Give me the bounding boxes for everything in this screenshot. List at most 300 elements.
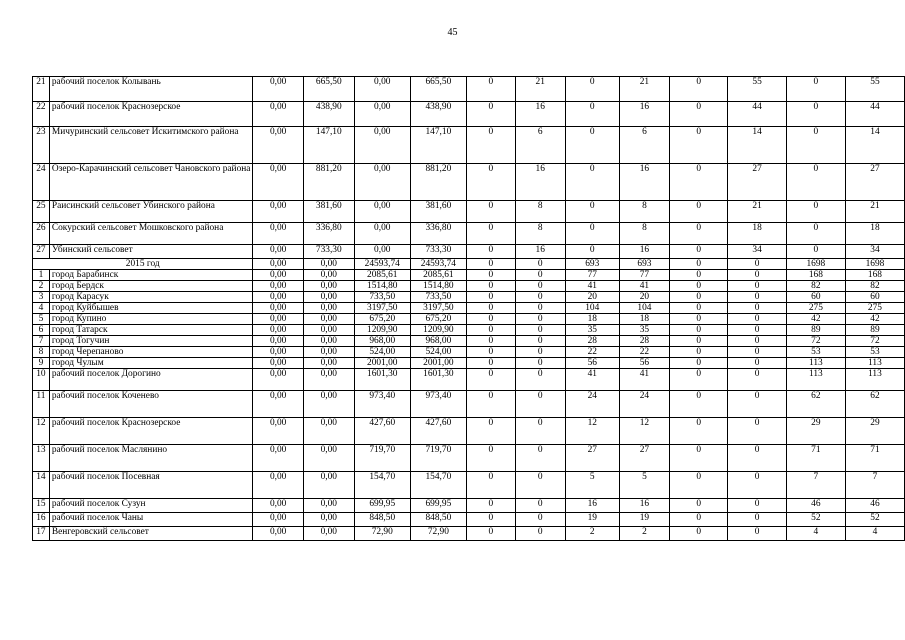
value-cell: 0 — [466, 223, 515, 245]
municipality-name-cell: Венгеровский сельсовет — [49, 527, 253, 541]
value-cell: 0 — [670, 292, 728, 303]
value-cell: 0 — [786, 164, 845, 201]
value-cell: 41 — [619, 369, 669, 391]
value-cell: 675,20 — [354, 314, 410, 325]
value-cell: 0 — [515, 259, 565, 270]
value-cell: 973,40 — [410, 391, 466, 418]
value-cell: 0 — [515, 325, 565, 336]
value-cell: 336,80 — [303, 223, 354, 245]
municipality-name-cell: город Черепаново — [49, 347, 253, 358]
municipality-name-cell: рабочий поселок Колывань — [49, 77, 253, 102]
value-cell: 16 — [619, 102, 669, 127]
value-cell: 0 — [786, 127, 845, 164]
value-cell: 4 — [786, 527, 845, 541]
value-cell: 881,20 — [410, 164, 466, 201]
value-cell: 0 — [728, 325, 787, 336]
value-cell: 0 — [515, 527, 565, 541]
value-cell: 16 — [515, 164, 565, 201]
value-cell: 973,40 — [354, 391, 410, 418]
row-number-cell: 3 — [33, 292, 50, 303]
value-cell: 0 — [466, 259, 515, 270]
value-cell: 0 — [466, 369, 515, 391]
value-cell: 0 — [728, 445, 787, 472]
value-cell: 0 — [728, 418, 787, 445]
value-cell: 0 — [466, 201, 515, 223]
row-number-cell: 26 — [33, 223, 50, 245]
value-cell: 0 — [670, 513, 728, 527]
value-cell: 0 — [565, 201, 619, 223]
table-row — [33, 336, 905, 347]
value-cell: 733,50 — [354, 292, 410, 303]
municipality-name-cell: рабочий поселок Коченево — [49, 391, 253, 418]
value-cell: 89 — [786, 325, 845, 336]
table-row — [33, 201, 905, 223]
value-cell: 16 — [619, 499, 669, 513]
value-cell: 0,00 — [303, 325, 354, 336]
value-cell: 2 — [619, 527, 669, 541]
value-cell: 168 — [786, 270, 845, 281]
value-cell: 0 — [515, 336, 565, 347]
value-cell: 5 — [619, 472, 669, 499]
table-row — [33, 314, 905, 325]
value-cell: 27 — [728, 164, 787, 201]
value-cell: 0 — [466, 245, 515, 259]
value-cell: 0 — [565, 102, 619, 127]
value-cell: 0,00 — [253, 391, 303, 418]
value-cell: 0 — [670, 445, 728, 472]
value-cell: 24 — [619, 391, 669, 418]
row-number-cell: 7 — [33, 336, 50, 347]
value-cell: 0 — [670, 472, 728, 499]
value-cell: 41 — [565, 281, 619, 292]
value-cell: 0 — [515, 418, 565, 445]
value-cell: 0 — [515, 472, 565, 499]
value-cell: 0 — [466, 77, 515, 102]
value-cell: 0,00 — [303, 391, 354, 418]
value-cell: 12 — [619, 418, 669, 445]
table-row — [33, 347, 905, 358]
value-cell: 665,50 — [410, 77, 466, 102]
value-cell: 0 — [670, 358, 728, 369]
table-row — [33, 369, 905, 391]
value-cell: 3197,50 — [410, 303, 466, 314]
value-cell: 0 — [466, 472, 515, 499]
value-cell: 0 — [728, 270, 787, 281]
value-cell: 275 — [786, 303, 845, 314]
value-cell: 154,70 — [354, 472, 410, 499]
value-cell: 0 — [670, 499, 728, 513]
value-cell: 0,00 — [303, 418, 354, 445]
value-cell: 0,00 — [303, 314, 354, 325]
value-cell: 7 — [845, 472, 904, 499]
value-cell: 0,00 — [303, 369, 354, 391]
value-cell: 0 — [728, 292, 787, 303]
value-cell: 46 — [786, 499, 845, 513]
value-cell: 24593,74 — [410, 259, 466, 270]
value-cell: 52 — [786, 513, 845, 527]
value-cell: 0,00 — [253, 445, 303, 472]
row-number-cell: 15 — [33, 499, 50, 513]
value-cell: 0,00 — [354, 201, 410, 223]
row-number-cell: 10 — [33, 369, 50, 391]
value-cell: 3197,50 — [354, 303, 410, 314]
value-cell: 699,95 — [410, 499, 466, 513]
value-cell: 0 — [515, 292, 565, 303]
value-cell: 381,60 — [303, 201, 354, 223]
value-cell: 71 — [845, 445, 904, 472]
value-cell: 0,00 — [303, 513, 354, 527]
value-cell: 35 — [619, 325, 669, 336]
value-cell: 0 — [466, 513, 515, 527]
value-cell: 0 — [728, 513, 787, 527]
value-cell: 0 — [670, 391, 728, 418]
table-row — [33, 527, 905, 541]
row-number-cell: 27 — [33, 245, 50, 259]
value-cell: 113 — [786, 369, 845, 391]
value-cell: 16 — [515, 245, 565, 259]
value-cell: 0 — [466, 391, 515, 418]
value-cell: 0,00 — [253, 223, 303, 245]
value-cell: 524,00 — [354, 347, 410, 358]
value-cell: 113 — [845, 358, 904, 369]
value-cell: 0 — [670, 418, 728, 445]
value-cell: 0 — [466, 336, 515, 347]
value-cell: 0 — [515, 358, 565, 369]
value-cell: 18 — [845, 223, 904, 245]
table-row — [33, 292, 905, 303]
municipality-name-cell: рабочий поселок Краснозерское — [49, 102, 253, 127]
value-cell: 72,90 — [354, 527, 410, 541]
value-cell: 0 — [466, 418, 515, 445]
municipality-name-cell: рабочий поселок Чаны — [49, 513, 253, 527]
value-cell: 665,50 — [303, 77, 354, 102]
value-cell: 0 — [670, 369, 728, 391]
value-cell: 275 — [845, 303, 904, 314]
value-cell: 0 — [728, 499, 787, 513]
value-cell: 77 — [565, 270, 619, 281]
value-cell: 0 — [515, 499, 565, 513]
value-cell: 0,00 — [253, 77, 303, 102]
table-row — [33, 102, 905, 127]
value-cell: 1209,90 — [410, 325, 466, 336]
value-cell: 19 — [619, 513, 669, 527]
table-row — [33, 445, 905, 472]
value-cell: 113 — [845, 369, 904, 391]
value-cell: 848,50 — [354, 513, 410, 527]
row-number-cell: 17 — [33, 527, 50, 541]
value-cell: 0 — [728, 472, 787, 499]
value-cell: 72 — [845, 336, 904, 347]
value-cell: 0 — [670, 164, 728, 201]
table-row — [33, 223, 905, 245]
value-cell: 0 — [466, 102, 515, 127]
value-cell: 0,00 — [253, 358, 303, 369]
value-cell: 0,00 — [253, 102, 303, 127]
value-cell: 693 — [565, 259, 619, 270]
value-cell: 0 — [728, 527, 787, 541]
value-cell: 0,00 — [253, 472, 303, 499]
value-cell: 24 — [565, 391, 619, 418]
value-cell: 0 — [515, 314, 565, 325]
value-cell: 147,10 — [303, 127, 354, 164]
value-cell: 0 — [515, 445, 565, 472]
value-cell: 0,00 — [253, 292, 303, 303]
value-cell: 675,20 — [410, 314, 466, 325]
value-cell: 154,70 — [410, 472, 466, 499]
value-cell: 0 — [670, 270, 728, 281]
value-cell: 8 — [515, 201, 565, 223]
municipality-name-cell: Озеро-Карачинский сельсовет Чановского района — [49, 164, 253, 201]
table-row — [33, 303, 905, 314]
municipality-name-cell: город Карасук — [49, 292, 253, 303]
value-cell: 34 — [845, 245, 904, 259]
value-cell: 147,10 — [410, 127, 466, 164]
value-cell: 881,20 — [303, 164, 354, 201]
value-cell: 16 — [565, 499, 619, 513]
value-cell: 0,00 — [253, 245, 303, 259]
value-cell: 71 — [786, 445, 845, 472]
municipality-name-cell: рабочий поселок Маслянино — [49, 445, 253, 472]
value-cell: 27 — [619, 445, 669, 472]
row-number-cell: 14 — [33, 472, 50, 499]
municipality-name-cell: Сокурский сельсовет Мошковского района — [49, 223, 253, 245]
row-number-cell: 8 — [33, 347, 50, 358]
row-number-cell: 9 — [33, 358, 50, 369]
value-cell: 56 — [619, 358, 669, 369]
value-cell: 0,00 — [303, 292, 354, 303]
value-cell: 52 — [845, 513, 904, 527]
value-cell: 0 — [670, 102, 728, 127]
value-cell: 719,70 — [410, 445, 466, 472]
municipality-name-cell: город Чулым — [49, 358, 253, 369]
value-cell: 0,00 — [253, 201, 303, 223]
year-label-cell: 2015 год — [33, 259, 253, 270]
value-cell: 0 — [670, 281, 728, 292]
data-table — [32, 76, 905, 541]
value-cell: 21 — [728, 201, 787, 223]
value-cell: 733,30 — [410, 245, 466, 259]
value-cell: 0 — [670, 336, 728, 347]
value-cell: 0 — [728, 358, 787, 369]
value-cell: 104 — [619, 303, 669, 314]
value-cell: 55 — [845, 77, 904, 102]
municipality-name-cell: город Барабинск — [49, 270, 253, 281]
value-cell: 41 — [619, 281, 669, 292]
value-cell: 0,00 — [253, 164, 303, 201]
value-cell: 19 — [565, 513, 619, 527]
value-cell: 0,00 — [354, 164, 410, 201]
value-cell: 0 — [466, 358, 515, 369]
table-row — [33, 499, 905, 513]
value-cell: 0 — [515, 281, 565, 292]
value-cell: 693 — [619, 259, 669, 270]
row-number-cell: 23 — [33, 127, 50, 164]
value-cell: 1601,30 — [354, 369, 410, 391]
value-cell: 7 — [786, 472, 845, 499]
value-cell: 438,90 — [303, 102, 354, 127]
value-cell: 438,90 — [410, 102, 466, 127]
value-cell: 0 — [670, 314, 728, 325]
value-cell: 0,00 — [303, 303, 354, 314]
municipality-name-cell: рабочий поселок Дорогино — [49, 369, 253, 391]
value-cell: 29 — [786, 418, 845, 445]
value-cell: 0,00 — [354, 245, 410, 259]
table-row — [33, 270, 905, 281]
municipality-name-cell: город Куйбышев — [49, 303, 253, 314]
value-cell: 5 — [565, 472, 619, 499]
value-cell: 0 — [466, 499, 515, 513]
value-cell: 53 — [786, 347, 845, 358]
value-cell: 0,00 — [303, 259, 354, 270]
municipality-name-cell: город Тогучин — [49, 336, 253, 347]
value-cell: 12 — [565, 418, 619, 445]
value-cell: 336,80 — [410, 223, 466, 245]
value-cell: 0 — [670, 347, 728, 358]
municipality-name-cell: Мичуринский сельсовет Искитимского района — [49, 127, 253, 164]
value-cell: 22 — [619, 347, 669, 358]
value-cell: 0 — [728, 259, 787, 270]
value-cell: 0,00 — [303, 445, 354, 472]
municipality-name-cell: рабочий поселок Сузун — [49, 499, 253, 513]
value-cell: 0 — [515, 303, 565, 314]
value-cell: 6 — [515, 127, 565, 164]
value-cell: 0 — [515, 391, 565, 418]
value-cell: 0 — [670, 245, 728, 259]
value-cell: 0,00 — [253, 303, 303, 314]
table-row — [33, 164, 905, 201]
value-cell: 733,30 — [303, 245, 354, 259]
value-cell: 699,95 — [354, 499, 410, 513]
value-cell: 34 — [728, 245, 787, 259]
table-row — [33, 472, 905, 499]
value-cell: 0,00 — [253, 527, 303, 541]
value-cell: 0,00 — [253, 369, 303, 391]
value-cell: 22 — [565, 347, 619, 358]
value-cell: 0,00 — [253, 336, 303, 347]
value-cell: 35 — [565, 325, 619, 336]
value-cell: 0 — [466, 270, 515, 281]
value-cell: 4 — [845, 527, 904, 541]
value-cell: 0 — [786, 77, 845, 102]
value-cell: 0 — [515, 369, 565, 391]
value-cell: 0,00 — [253, 281, 303, 292]
value-cell: 20 — [619, 292, 669, 303]
value-cell: 0 — [515, 513, 565, 527]
value-cell: 14 — [728, 127, 787, 164]
page-number: 45 — [447, 27, 458, 38]
value-cell: 41 — [565, 369, 619, 391]
value-cell: 72,90 — [410, 527, 466, 541]
value-cell: 0,00 — [303, 472, 354, 499]
value-cell: 524,00 — [410, 347, 466, 358]
table-body — [33, 77, 905, 541]
value-cell: 60 — [786, 292, 845, 303]
value-cell: 18 — [619, 314, 669, 325]
value-cell: 0,00 — [303, 527, 354, 541]
row-number-cell: 1 — [33, 270, 50, 281]
table-row — [33, 281, 905, 292]
value-cell: 0 — [466, 127, 515, 164]
value-cell: 0,00 — [253, 259, 303, 270]
value-cell: 0 — [466, 281, 515, 292]
value-cell: 1698 — [845, 259, 904, 270]
value-cell: 427,60 — [354, 418, 410, 445]
value-cell: 0,00 — [253, 347, 303, 358]
value-cell: 1698 — [786, 259, 845, 270]
value-cell: 0 — [670, 201, 728, 223]
value-cell: 0,00 — [303, 499, 354, 513]
value-cell: 427,60 — [410, 418, 466, 445]
value-cell: 72 — [786, 336, 845, 347]
year-row — [33, 259, 905, 270]
value-cell: 0 — [466, 303, 515, 314]
value-cell: 89 — [845, 325, 904, 336]
row-number-cell: 6 — [33, 325, 50, 336]
value-cell: 42 — [786, 314, 845, 325]
table-row — [33, 77, 905, 102]
value-cell: 0,00 — [303, 347, 354, 358]
value-cell: 0 — [670, 127, 728, 164]
value-cell: 8 — [619, 223, 669, 245]
value-cell: 0 — [728, 369, 787, 391]
municipality-name-cell: Убинский сельсовет — [49, 245, 253, 259]
value-cell: 82 — [786, 281, 845, 292]
municipality-name-cell: рабочий поселок Краснозерское — [49, 418, 253, 445]
row-number-cell: 21 — [33, 77, 50, 102]
value-cell: 82 — [845, 281, 904, 292]
value-cell: 2001,00 — [354, 358, 410, 369]
row-number-cell: 24 — [33, 164, 50, 201]
value-cell: 0,00 — [303, 358, 354, 369]
municipality-name-cell: рабочий поселок Посевная — [49, 472, 253, 499]
value-cell: 0 — [786, 201, 845, 223]
value-cell: 0 — [786, 245, 845, 259]
value-cell: 46 — [845, 499, 904, 513]
value-cell: 0 — [515, 270, 565, 281]
value-cell: 0 — [565, 77, 619, 102]
row-number-cell: 4 — [33, 303, 50, 314]
value-cell: 28 — [565, 336, 619, 347]
value-cell: 113 — [786, 358, 845, 369]
value-cell: 2085,61 — [410, 270, 466, 281]
table-row — [33, 418, 905, 445]
value-cell: 0,00 — [253, 127, 303, 164]
municipality-name-cell: город Купино — [49, 314, 253, 325]
value-cell: 20 — [565, 292, 619, 303]
value-cell: 104 — [565, 303, 619, 314]
table-row — [33, 358, 905, 369]
value-cell: 2 — [565, 527, 619, 541]
value-cell: 2085,61 — [354, 270, 410, 281]
value-cell: 0,00 — [253, 270, 303, 281]
value-cell: 733,50 — [410, 292, 466, 303]
value-cell: 0 — [728, 314, 787, 325]
value-cell: 0 — [728, 347, 787, 358]
value-cell: 0 — [565, 127, 619, 164]
row-number-cell: 25 — [33, 201, 50, 223]
table-row — [33, 325, 905, 336]
value-cell: 1514,80 — [410, 281, 466, 292]
value-cell: 21 — [845, 201, 904, 223]
value-cell: 0,00 — [253, 325, 303, 336]
value-cell: 44 — [728, 102, 787, 127]
value-cell: 0 — [466, 325, 515, 336]
value-cell: 27 — [845, 164, 904, 201]
value-cell: 0 — [466, 445, 515, 472]
value-cell: 77 — [619, 270, 669, 281]
value-cell: 0 — [670, 527, 728, 541]
value-cell: 0 — [466, 292, 515, 303]
